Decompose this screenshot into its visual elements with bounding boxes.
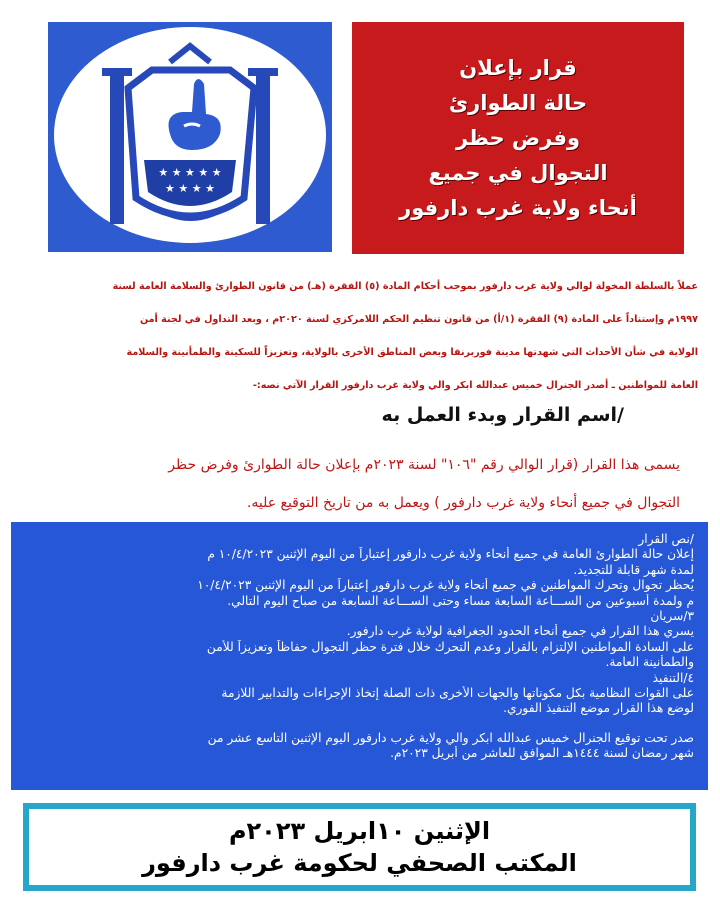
closing-line: صدر تحت توقيع الجنرال خميس عبدالله ابكر والي ولاية غرب دارفور اليوم الإثنين التاسع عشر من <box>207 730 694 745</box>
decree-title-line: قرار بإعلان <box>459 55 577 80</box>
decree-title-line: التجوال في جميع <box>428 160 608 185</box>
decree-body-box <box>11 522 708 790</box>
preamble-line: ١٩٩٧م وإستناداً على المادة (٩) الفقرة (١/أ) من قانون تنظيم الحكم اللامركزي لسنة ٢٠٢٠م ، وبعد التداول في لجنة أمن <box>139 314 698 325</box>
body-line: والطمأنينة العامة. <box>605 655 694 670</box>
svg-text:★ ★ ★ ★ ★: ★ ★ ★ ★ ★ <box>158 166 222 179</box>
state-emblem-icon <box>48 22 332 252</box>
body-line: لوضع هذا القرار موضع التنفيذ الفوري. <box>503 701 694 716</box>
state-emblem <box>48 22 332 252</box>
decree-preamble <box>22 270 698 402</box>
body-line: ٤/التنفيذ <box>652 670 694 685</box>
clause-line: يسمى هذا القرار (قرار الوالي رقم "١٠٦" لسنة ٢٠٢٣م بإعلان حالة الطوارئ وفرض حظر <box>168 457 680 473</box>
decree-title-line: وفرض حظر <box>455 125 581 150</box>
preamble-line: العامة للمواطنين ـ أصدر الجنرال خميس عبدالله ابكر والي ولاية غرب دارفور القرار الآتي نصه:- <box>252 380 698 391</box>
clause-line: التجوال في جميع أنحاء ولاية غرب دارفور ) ويعمل به من تاريخ التوقيع عليه. <box>246 495 680 511</box>
body-line: /نص القرار <box>638 532 694 546</box>
decree-title-line: حالة الطوارئ <box>448 90 588 115</box>
body-line: على السادة المواطنين الإلتزام بالقرار وعدم التحرك خلال فترة حظر التجوال حفاظاً وتعزيزاً للأمن <box>206 639 694 654</box>
closing-line: شهر رمضان لسنة ١٤٤٤هـ الموافق للعاشر من أبريل ٢٠٢٣م. <box>390 746 694 761</box>
decree-title-line: أنحاء ولاية غرب دارفور <box>399 195 637 220</box>
body-line: ٣/سريان <box>650 609 694 624</box>
body-line: إعلان حالة الطوارئ العامة في جميع أنحاء ولاية غرب دارفور إعتباراً من اليوم الإثنين ١٠/٤/٢٠٢٣ م <box>207 547 694 562</box>
footer-box <box>23 803 696 891</box>
svg-text:★ ★ ★ ★: ★ ★ ★ ★ <box>165 182 215 195</box>
spacer <box>27 717 694 731</box>
body-line: م ولمدة أسبوعين من الســـاعة السابعة مساء وحتى الســـاعة السابعة من صباح اليوم التالي. <box>227 593 694 608</box>
preamble-line: عملاً بالسلطة المخولة لوالي ولاية غرب دارفور بموجب أحكام المادة (٥) الفقرة (هـ) من قانون الطوارئ والسلامة العامة لسنة <box>112 281 698 292</box>
body-line: على القوات النظامية بكل مكوناتها والجهات الأخرى ذات الصلة إتخاذ الإجراءات والتدابير اللازمة <box>221 686 694 701</box>
section-heading: /اسم القرار وبدء العمل به <box>381 404 624 426</box>
decree-name-clause <box>60 446 680 522</box>
footer-office: المكتب الصحفي لحكومة غرب دارفور <box>142 849 577 877</box>
body-line: لمدة شهر قابلة للتجديد. <box>573 562 694 577</box>
footer-date: الإثنين ١٠ابريل ٢٠٢٣م <box>228 817 491 845</box>
body-line: يسري هذا القرار في جميع أنحاء الحدود الجغرافية لولاية غرب دارفور. <box>346 624 694 639</box>
decree-title-box <box>352 22 684 254</box>
body-line: يُحظر تجوال وتحرك المواطنين في جميع أنحاء ولاية غرب دارفور إعتباراً من اليوم الإثنين ١٠/٤/٢٠٢٣ <box>197 578 694 593</box>
preamble-line: الولاية في شأن الأحداث التي شهدتها مدينة فوربرنقا وبعض المناطق الأخرى بالولاية، وتعزيزاً للسكينة والطمأنينة والسلامة <box>126 347 698 358</box>
